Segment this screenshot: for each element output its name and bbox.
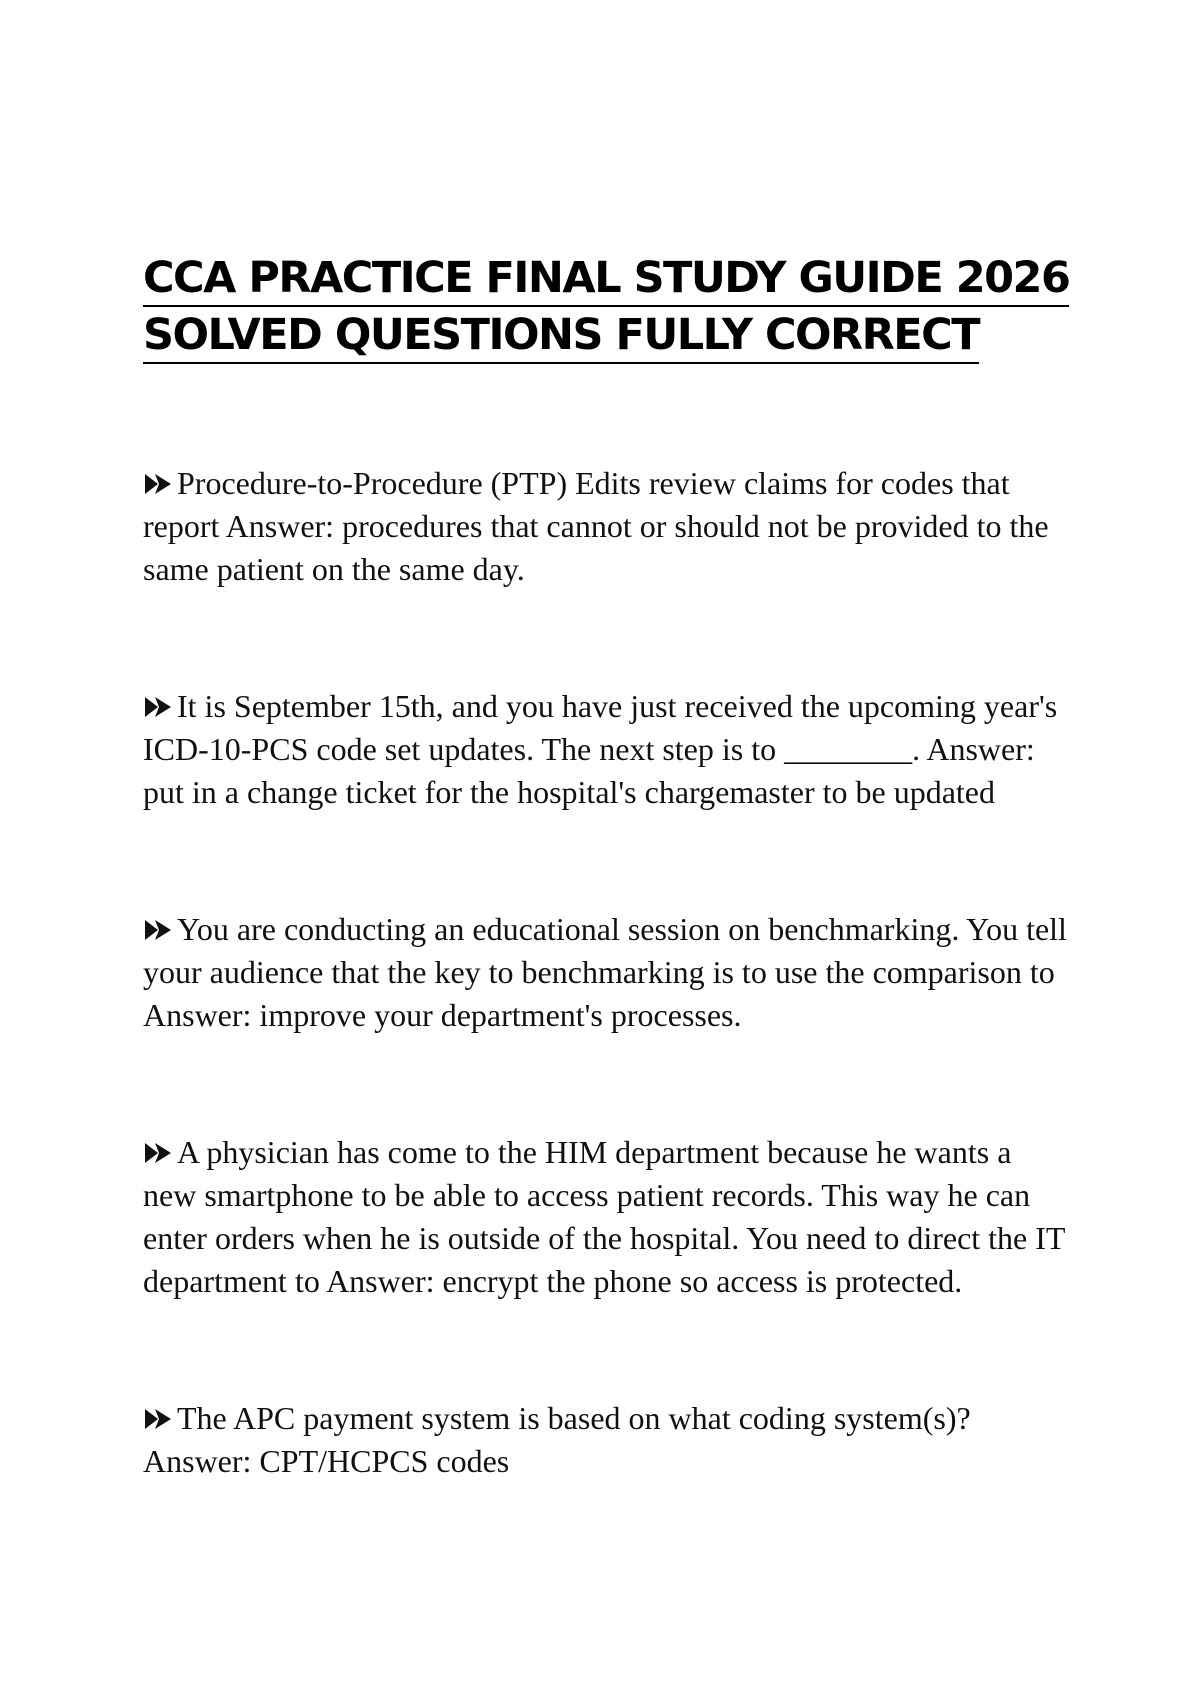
qa-item xyxy=(143,908,1070,1037)
double-arrow-right-icon xyxy=(143,918,173,942)
qa-text: It is September 15th, and you have just received the upcoming year's ICD-10-PCS code set updates. The next step is to ________. Answer: put in a change ticket for the hospital's chargemaster to be updated xyxy=(143,688,1058,810)
double-arrow-right-icon xyxy=(143,472,173,496)
double-arrow-right-icon xyxy=(143,1141,173,1165)
document-title xyxy=(143,250,1070,364)
qa-item xyxy=(143,1131,1070,1303)
qa-list xyxy=(143,462,1070,1483)
qa-text: Procedure-to-Procedure (PTP) Edits review claims for codes that report Answer: procedures that cannot or should not be provided to the same patient on the same day. xyxy=(143,465,1049,587)
qa-item xyxy=(143,462,1070,591)
title-line-2: SOLVED QUESTIONS FULLY CORRECT xyxy=(143,309,979,364)
qa-item xyxy=(143,1397,1070,1483)
title-line-1: CCA PRACTICE FINAL STUDY GUIDE 2026 xyxy=(143,252,1069,307)
qa-text: You are conducting an educational session on benchmarking. You tell your audience that the key to benchmarking is to use the comparison to Answer: improve your department's processes. xyxy=(143,911,1067,1033)
double-arrow-right-icon xyxy=(143,695,173,719)
qa-text: A physician has come to the HIM department because he wants a new smartphone to be able to access patient records. This way he can enter orders when he is outside of the hospital. You need to direct the IT department to Answer: encrypt the phone so access is protected. xyxy=(143,1134,1065,1299)
double-arrow-right-icon xyxy=(143,1407,173,1431)
qa-item xyxy=(143,685,1070,814)
qa-text: The APC payment system is based on what coding system(s)? Answer: CPT/HCPCS codes xyxy=(143,1400,971,1479)
